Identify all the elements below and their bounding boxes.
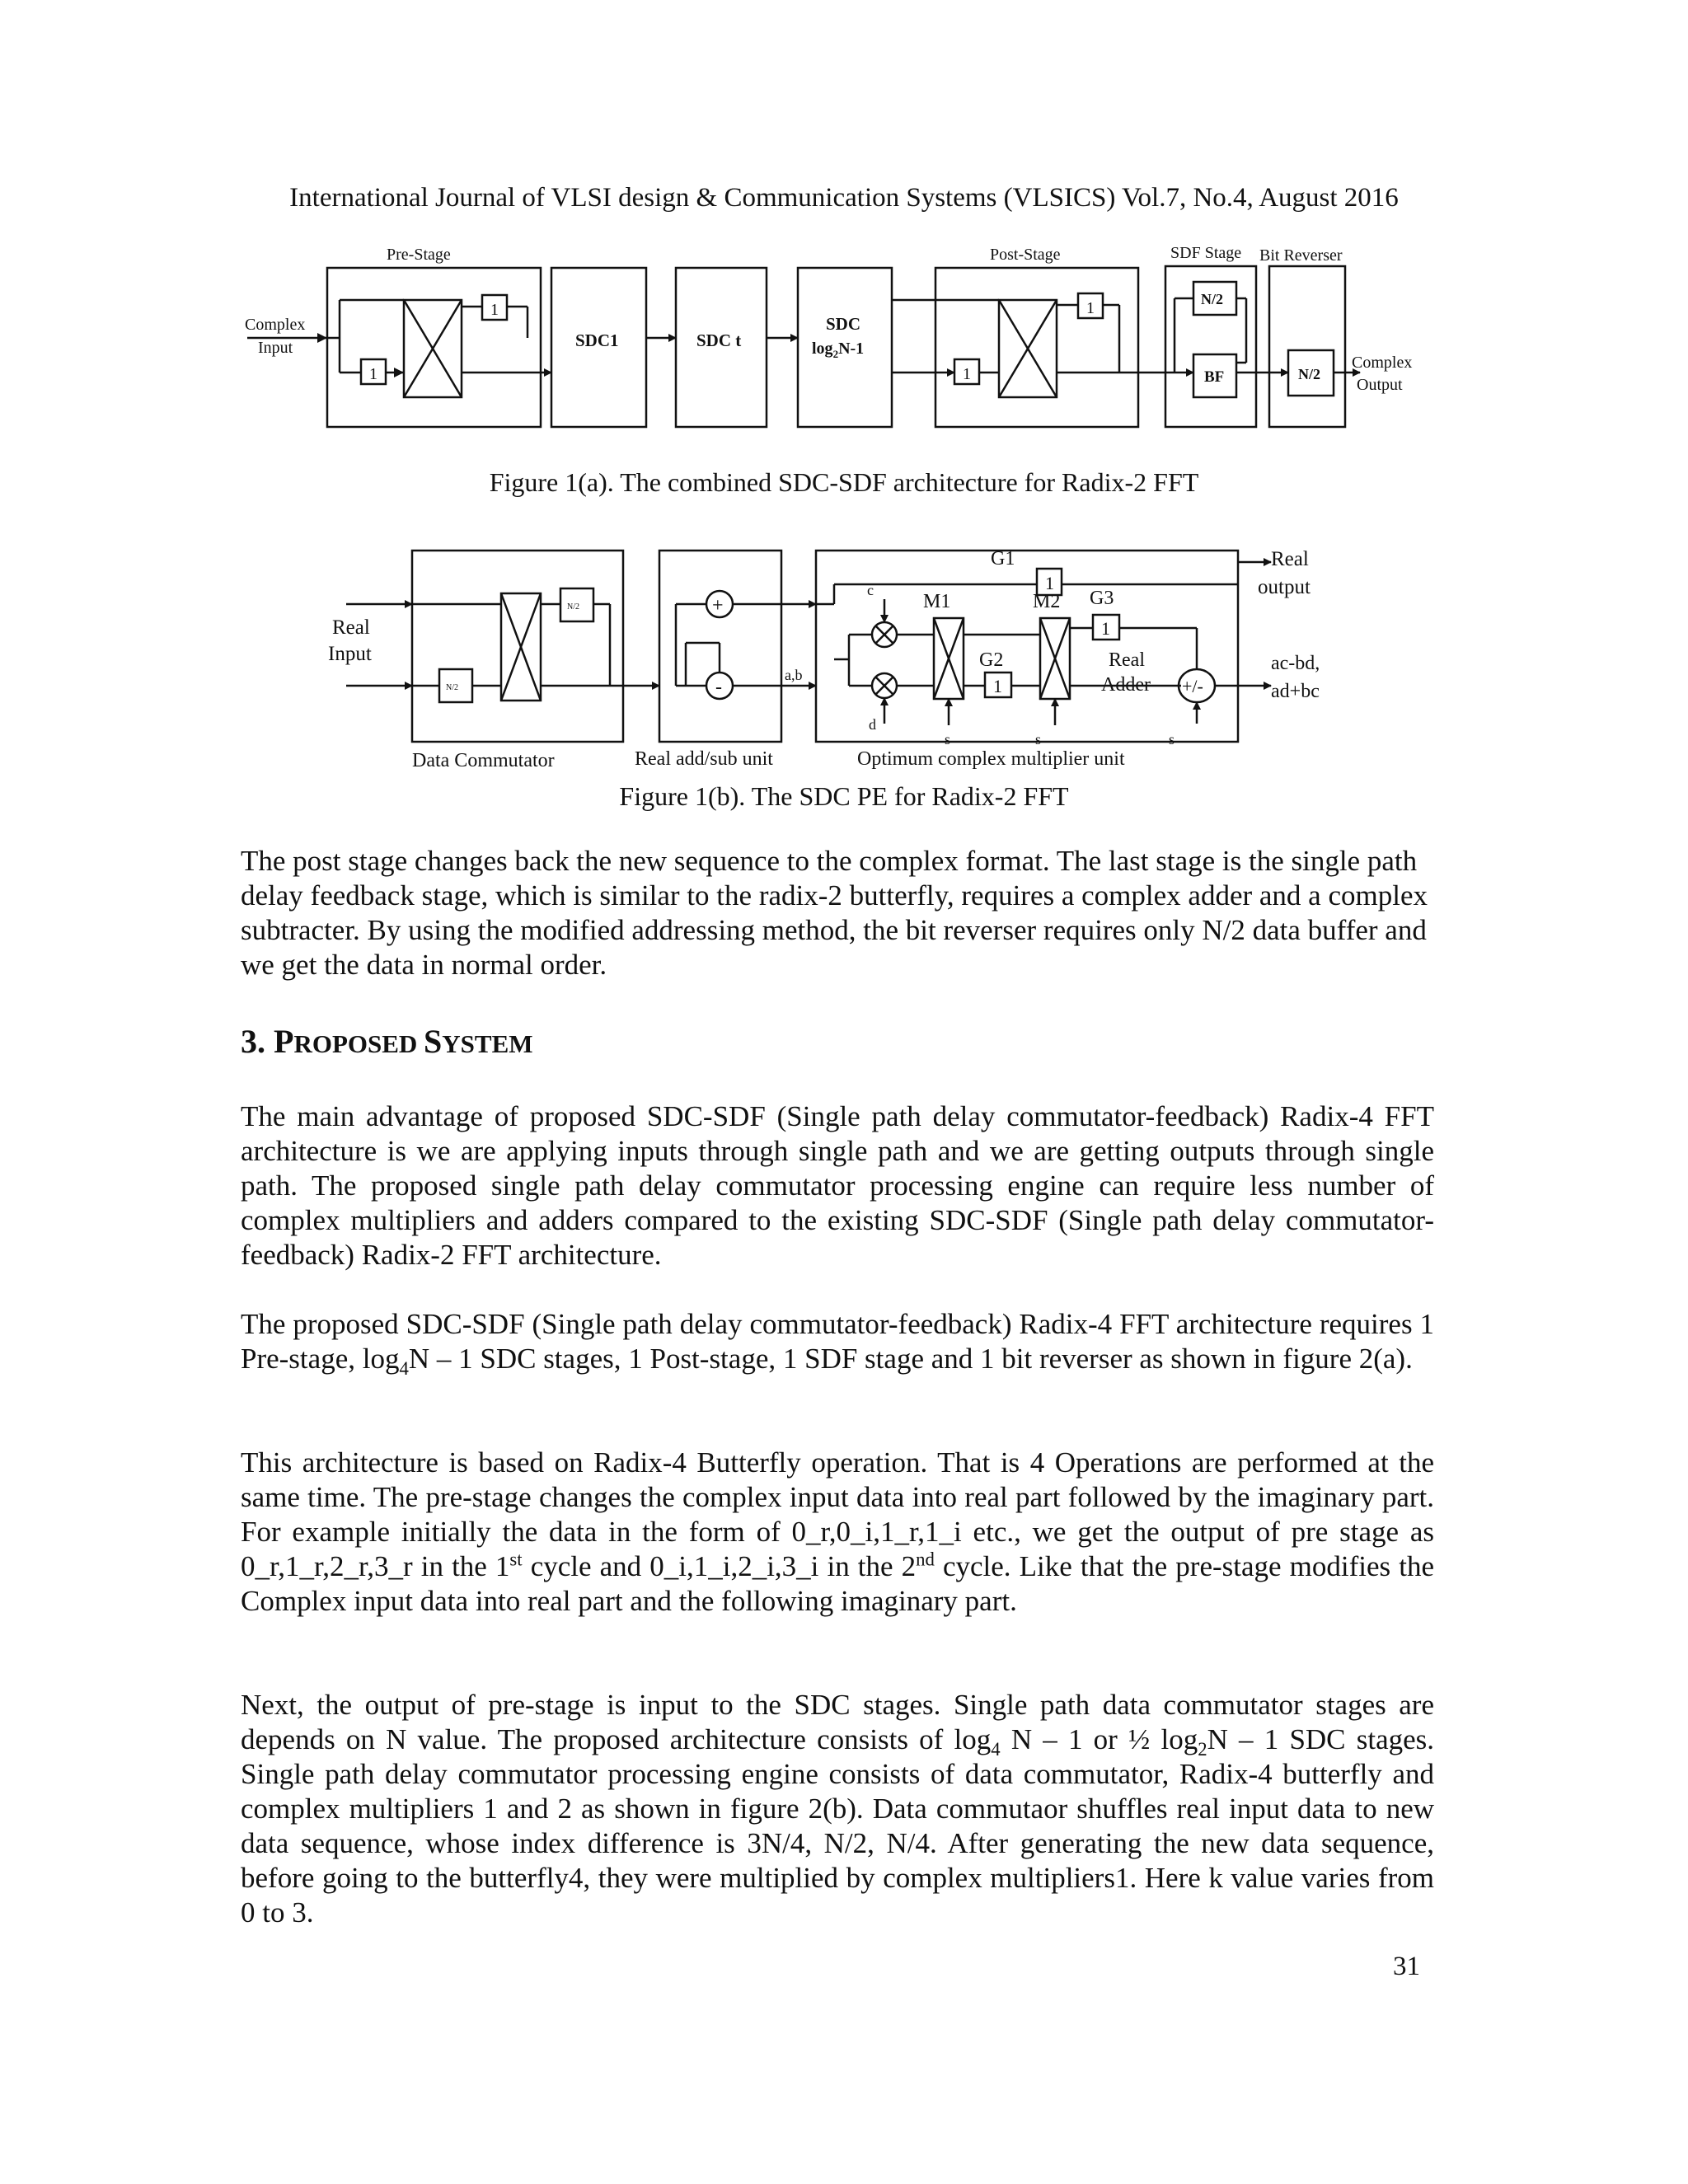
real-input-label-1: Real: [332, 616, 370, 639]
real-output-label-1: Real: [1271, 548, 1309, 570]
m2-label: M2: [1033, 591, 1061, 612]
g1-delay-label: 1: [1045, 573, 1054, 593]
add-sub-unit-label: Real add/sub unit: [635, 748, 773, 770]
pre-stage-label: Pre-Stage: [387, 246, 451, 264]
delay-top-label: N/2: [567, 602, 579, 612]
m1-label: M1: [923, 591, 951, 612]
pre-stage-delay-top: 1: [490, 301, 499, 319]
output-formula-2: ad+bc: [1271, 681, 1320, 702]
figure-1b-caption: Figure 1(b). The SDC PE for Radix-2 FFT: [619, 781, 1069, 811]
paragraph-3: This architecture is based on Radix-4 Butterfly operation. That is 4 Operations are performed at the same time. The pre-stage changes the complex input data into real part followed by the imaginary part. For example initially the data in the form of 0_r,0_i,1_r,1_i etc., we get the output of pre stage as 0_r,1_r,2_r,3_r in the 1st cycle and 0_i,1_i,2_i,3_i in the 2nd cycle. Like that the pre-stage modifies the Complex input data into real part and the following imaginary part.: [241, 1446, 1434, 1617]
real-input-label-2: Input: [328, 643, 372, 665]
delay-bottom-label: N/2: [446, 683, 458, 692]
complex-output-label-1: Complex: [1352, 354, 1413, 372]
g3-delay-label: 1: [1101, 618, 1110, 639]
complex-input-label-2: Input: [258, 339, 293, 357]
s-label-adder: s: [1169, 731, 1175, 748]
sdct-label: SDC t: [696, 330, 742, 350]
s-label-m1: s: [945, 731, 951, 748]
real-adder-label-2: Adder: [1101, 674, 1151, 696]
post-stage-label: Post-Stage: [990, 246, 1061, 264]
g1-label: G1: [991, 548, 1015, 569]
sdc-last-label-2: $\log_2N-1$: [812, 340, 865, 360]
data-commutator-label: Data Commutator: [412, 750, 555, 771]
g3-label: G3: [1090, 588, 1114, 609]
paragraph-1: The main advantage of proposed SDC-SDF (Single path delay commutator-feedback) Radix-4 FFT architecture is we are applying inputs through single path and we are getting outputs through single path. The proposed single path delay commutator processing engine can require less number of complex multipliers and adders compared to the existing SDC-SDF (Single path delay commutator-feedback) Radix-2 FFT architecture.: [241, 1100, 1434, 1271]
sdc-last-label-1: SDC: [826, 314, 861, 334]
g2-label: G2: [979, 649, 1004, 671]
running-header: International Journal of VLSI design & Communication Systems (VLSICS) Vol.7, No.4, August 2016: [289, 183, 1399, 213]
real-adder-label-1: Real: [1109, 649, 1145, 671]
subtractor-minus-label: -: [715, 677, 722, 698]
sdf-stage-label: SDF Stage: [1170, 244, 1242, 262]
sdc1-label: SDC1: [575, 330, 619, 350]
complex-input-label-1: Complex: [245, 316, 306, 334]
plus-minus-label: +/-: [1182, 676, 1203, 696]
page-number: 31: [1393, 1952, 1420, 1981]
s-label-m2: s: [1035, 731, 1042, 748]
bit-reverser-n-half-label: N/2: [1298, 366, 1320, 382]
output-formula-1: ac-bd,: [1271, 653, 1320, 674]
butterfly-label: BF: [1204, 368, 1225, 386]
bit-reverser-label: Bit Reverser: [1259, 246, 1343, 265]
real-output-label-2: output: [1258, 576, 1311, 598]
adder-plus-label: +: [712, 595, 724, 616]
d-label: d: [869, 716, 876, 733]
complex-output-label-2: Output: [1357, 376, 1403, 394]
ab-label: a,b: [785, 667, 803, 683]
multiplier-unit-label: Optimum complex multiplier unit: [857, 748, 1125, 770]
figure-1a-caption: Figure 1(a). The combined SDC-SDF architecture for Radix-2 FFT: [489, 467, 1199, 497]
intro-paragraph: The post stage changes back the new sequence to the complex format. The last stage is the single path delay feedback stage, which is similar to the radix-2 butterfly, requires a complex adder and a complex subtracter. By using the modified addressing method, the bit reverser requires only N/2 data buffer and we get the data in normal order.: [241, 845, 1428, 981]
g2-delay-label: 1: [993, 676, 1002, 696]
figure-1b-diagram: [0, 527, 1688, 791]
figure-1a-diagram: [0, 0, 1688, 462]
section-heading: 3. PROPOSED SYSTEM: [241, 1023, 533, 1060]
post-stage-delay-top: 1: [1086, 299, 1095, 317]
paragraph-2: The proposed SDC-SDF (Single path delay commutator-feedback) Radix-4 FFT architecture requires 1 Pre-stage, $\log_4N - 1$ SDC stages, 1 Post-stage, 1 SDF stage and 1 bit reverser as shown in figure 2(a).: [241, 1308, 1434, 1379]
paragraph-4: Next, the output of pre-stage is input to the SDC stages. Single path data commutator stages are depends on N value. The proposed architecture consists of $\log_4 N - 1$ or ½ $\log_2N - 1$ SDC stages. Single path delay commutator processing engine consists of data commutator, Radix-4 butterfly and complex multipliers 1 and 2 as shown in figure 2(b). Data commutaor shuffles real input data to new data sequence, whose index difference is 3N/4, N/2, N/4. After generating the new data sequence, before going to the butterfly4, they were multiplied by complex multipliers1. Here k value varies from 0 to 3.: [241, 1689, 1435, 1929]
post-stage-delay-bottom: 1: [963, 365, 971, 383]
c-label: c: [867, 582, 874, 598]
sdf-n-half-label: N/2: [1201, 291, 1223, 307]
pre-stage-delay-bottom: 1: [369, 365, 377, 383]
